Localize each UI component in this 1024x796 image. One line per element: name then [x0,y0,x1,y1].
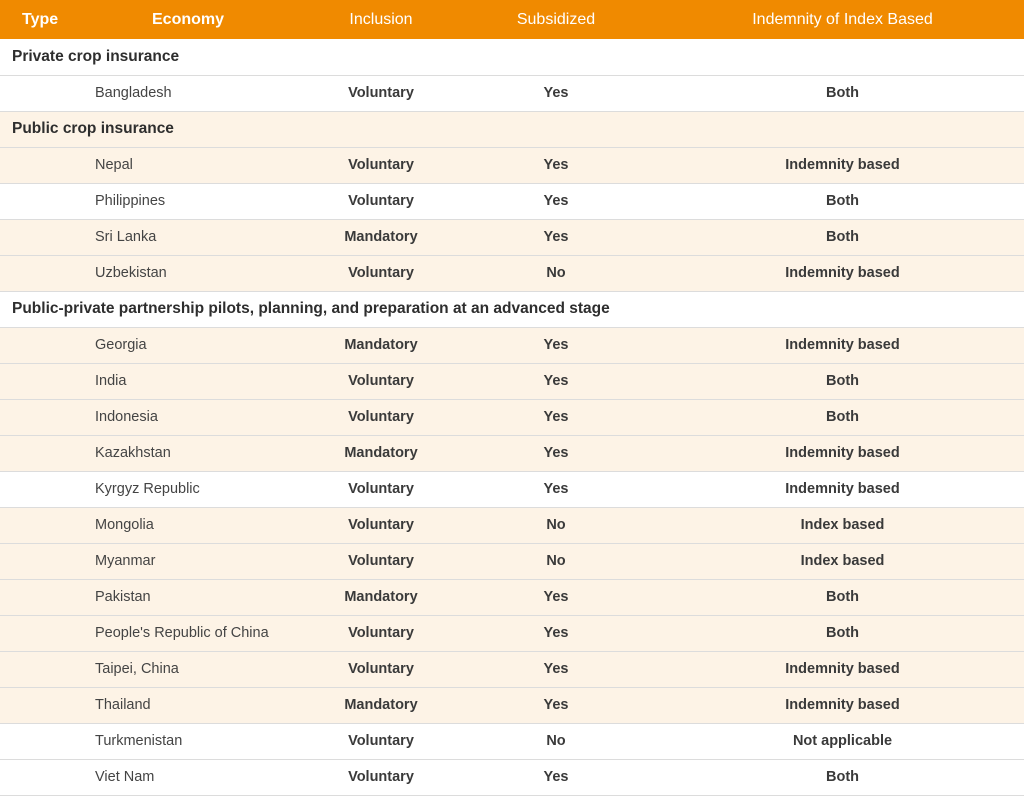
table-row [0,183,1024,219]
cell-indemnity: Both [661,363,1024,399]
section-title: Public crop insurance [0,111,1024,147]
cell-economy: India [0,363,311,399]
cell-indemnity: Both [661,615,1024,651]
cell-economy: Kazakhstan [0,435,311,471]
section-title: Private crop insurance [0,39,1024,75]
table-row [0,507,1024,543]
table-row [0,579,1024,615]
cell-subsidized: No [451,507,661,543]
cell-economy: Indonesia [0,399,311,435]
table-row [0,363,1024,399]
cell-inclusion: Voluntary [311,543,451,579]
cell-subsidized: No [451,543,661,579]
cell-inclusion: Voluntary [311,147,451,183]
cell-subsidized: Yes [451,471,661,507]
table-row [0,327,1024,363]
table-body [0,39,1024,795]
cell-inclusion: Voluntary [311,507,451,543]
section-row [0,39,1024,75]
section-title: Public-private partnership pilots, planning, and preparation at an advanced stage [0,291,1024,327]
cell-inclusion: Voluntary [311,363,451,399]
cell-subsidized: No [451,723,661,759]
table-row [0,399,1024,435]
cell-subsidized: Yes [451,327,661,363]
cell-inclusion: Voluntary [311,183,451,219]
cell-indemnity: Indemnity based [661,435,1024,471]
table-row [0,471,1024,507]
table-row [0,543,1024,579]
cell-subsidized: Yes [451,399,661,435]
header-indemnity: Indemnity of Index Based [752,10,933,28]
cell-economy: Mongolia [0,507,311,543]
table-row [0,723,1024,759]
cell-inclusion: Mandatory [311,579,451,615]
table-row [0,759,1024,795]
cell-subsidized: Yes [451,759,661,795]
cell-economy: Viet Nam [0,759,311,795]
cell-indemnity: Both [661,183,1024,219]
cell-subsidized: Yes [451,219,661,255]
cell-subsidized: Yes [451,435,661,471]
cell-inclusion: Voluntary [311,255,451,291]
header-inclusion: Inclusion [349,10,413,28]
cell-inclusion: Mandatory [311,435,451,471]
table-row [0,687,1024,723]
table-header [0,0,1024,39]
cell-economy: Taipei, China [0,651,311,687]
cell-subsidized: Yes [451,147,661,183]
cell-economy: Pakistan [0,579,311,615]
cell-indemnity: Both [661,75,1024,111]
cell-inclusion: Voluntary [311,651,451,687]
header-economy: Economy [152,10,225,28]
table-row [0,255,1024,291]
cell-economy: Kyrgyz Republic [0,471,311,507]
cell-economy: Turkmenistan [0,723,311,759]
table-row [0,219,1024,255]
cell-economy: Bangladesh [0,75,311,111]
cell-subsidized: Yes [451,687,661,723]
cell-indemnity: Index based [661,507,1024,543]
cell-inclusion: Mandatory [311,219,451,255]
header-type: Type [22,10,59,28]
cell-subsidized: Yes [451,651,661,687]
cell-inclusion: Voluntary [311,615,451,651]
cell-economy: Uzbekistan [0,255,311,291]
cell-economy: People's Republic of China [0,615,311,651]
table-row [0,651,1024,687]
section-row [0,291,1024,327]
table-row [0,147,1024,183]
table-row [0,615,1024,651]
cell-subsidized: Yes [451,183,661,219]
cell-economy: Sri Lanka [0,219,311,255]
table-row [0,435,1024,471]
cell-indemnity: Indemnity based [661,651,1024,687]
section-row [0,111,1024,147]
cell-inclusion: Voluntary [311,759,451,795]
cell-indemnity: Indemnity based [661,147,1024,183]
cell-inclusion: Voluntary [311,723,451,759]
cell-inclusion: Mandatory [311,687,451,723]
cell-subsidized: Yes [451,75,661,111]
cell-economy: Georgia [0,327,311,363]
table-row [0,75,1024,111]
cell-indemnity: Both [661,579,1024,615]
cell-indemnity: Both [661,399,1024,435]
cell-subsidized: Yes [451,363,661,399]
cell-indemnity: Not applicable [661,723,1024,759]
header-row [0,0,1024,39]
header-subsidized: Subsidized [516,10,596,28]
cell-indemnity: Indemnity based [661,327,1024,363]
cell-inclusion: Voluntary [311,75,451,111]
cell-inclusion: Voluntary [311,471,451,507]
cell-economy: Myanmar [0,543,311,579]
cell-indemnity: Indemnity based [661,255,1024,291]
cell-economy: Thailand [0,687,311,723]
cell-economy: Philippines [0,183,311,219]
cell-indemnity: Indemnity based [661,687,1024,723]
cell-indemnity: Indemnity based [661,471,1024,507]
cell-economy: Nepal [0,147,311,183]
cell-subsidized: No [451,255,661,291]
cell-indemnity: Index based [661,543,1024,579]
cell-subsidized: Yes [451,579,661,615]
cell-indemnity: Both [661,219,1024,255]
cell-indemnity: Both [661,759,1024,795]
cell-subsidized: Yes [451,615,661,651]
cell-inclusion: Voluntary [311,399,451,435]
cell-inclusion: Mandatory [311,327,451,363]
